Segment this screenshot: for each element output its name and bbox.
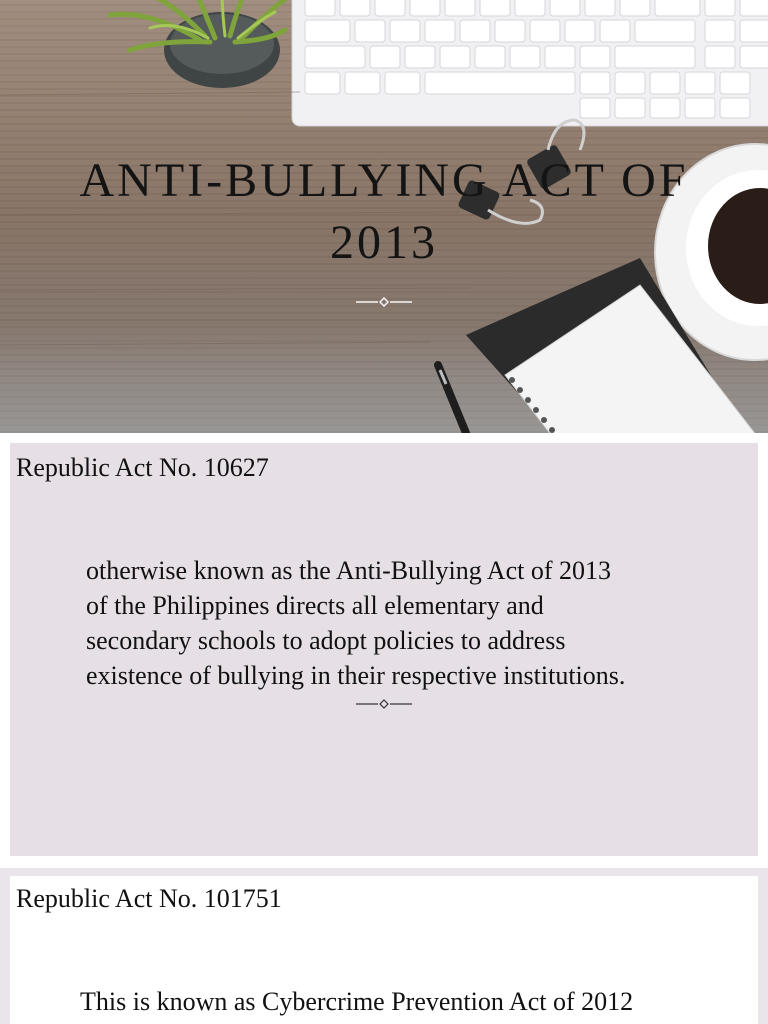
slide-gap [0, 433, 768, 443]
slide-republic-act-101751 [0, 868, 768, 1024]
slide-body-text [86, 553, 756, 693]
body-line: existence of bullying in their respective institutions. [86, 661, 626, 690]
title-slide [0, 0, 768, 433]
slide-heading: Republic Act No. 10627 [16, 453, 269, 482]
slide-republic-act-10627 [0, 443, 768, 868]
pen-image [438, 365, 466, 433]
slide-title [0, 150, 768, 274]
slide-body-text: This is known as Cybercrime Prevention Act of 2012 [80, 987, 634, 1016]
body-line: secondary schools to adopt policies to address [86, 626, 566, 655]
body-line: of the Philippines directs all elementary and [86, 591, 544, 620]
keyboard-image [292, 0, 768, 126]
title-line-2: 2013 [330, 216, 438, 269]
slide-heading: Republic Act No. 101751 [16, 884, 282, 913]
potted-plant-image [110, 0, 290, 88]
body-line: otherwise known as the Anti-Bullying Act of 2013 [86, 556, 612, 585]
diamond-divider-icon [356, 699, 412, 709]
title-line-1: ANTI-BULLYING ACT OF [79, 154, 689, 207]
diamond-divider-icon [356, 297, 412, 307]
